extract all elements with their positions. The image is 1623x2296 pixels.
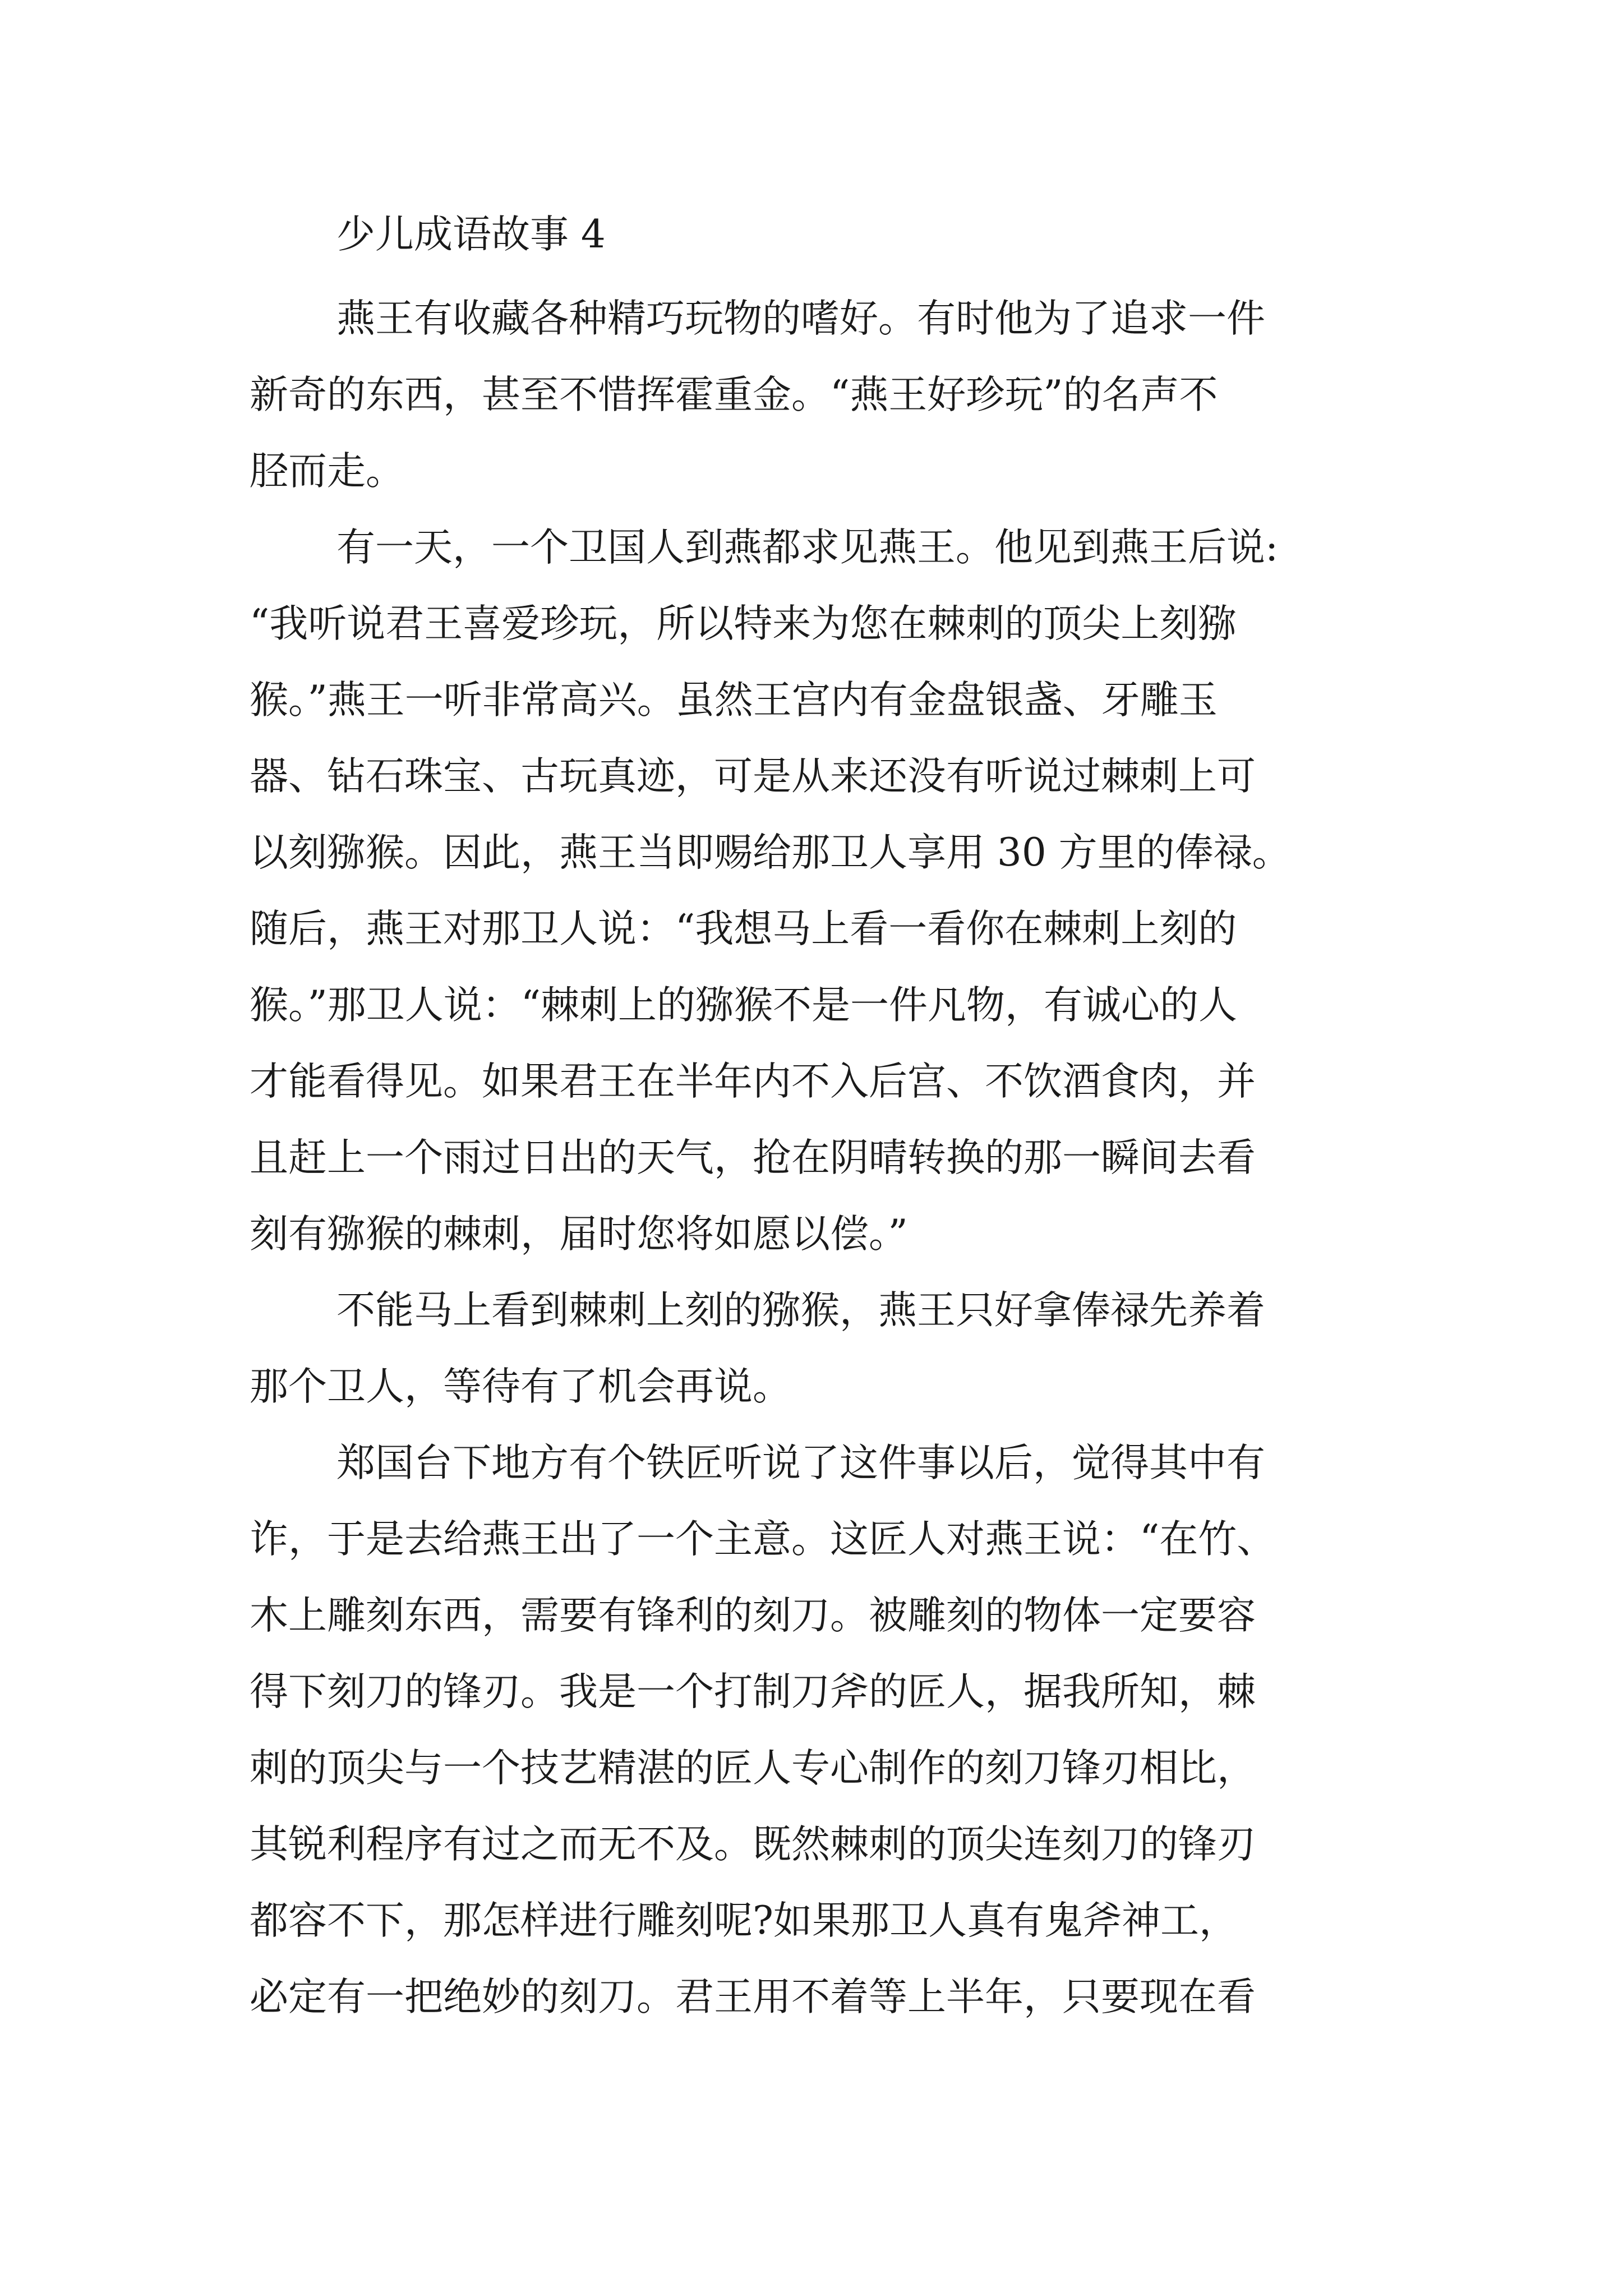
text-line: 诈，于是去给燕王出了一个主意。这匠人对燕王说：“在竹、 [250,1517,1276,1562]
text-line: 有一天，一个卫国人到燕都求见燕王。他见到燕王后说: [336,525,1279,570]
text-line: 猴。”那卫人说：“棘刺上的猕猴不是一件凡物，有诚心的人 [250,983,1238,1028]
text-line: 不能马上看到棘刺上刻的猕猴，燕王只好拿俸禄先养着 [336,1288,1265,1333]
text-line: 木上雕刻东西，需要有锋利的刻刀。被雕刻的物体一定要容 [250,1593,1256,1638]
text-line: 刺的顶尖与一个技艺精湛的匠人专心制作的刻刀锋刃相比， [250,1746,1256,1791]
text-line: 随后，燕王对那卫人说：“我想马上看一看你在棘刺上刻的 [250,907,1237,951]
text-line: 刻有猕猴的棘刺，届时您将如愿以偿。” [250,1212,908,1257]
text-line: 才能看得见。如果君王在半年内不入后宫、不饮酒食肉，并 [250,1059,1256,1104]
text-line: 器、钻石珠宝、古玩真迹，可是从来还没有听说过棘刺上可 [250,754,1256,799]
text-line: 必定有一把绝妙的刻刀。君王用不着等上半年，只要现在看 [250,1975,1256,2019]
story-title: 少儿成语故事 4 [336,212,606,257]
text-line: 胫而走。 [250,449,404,494]
text-line: 新奇的东西，甚至不惜挥霍重金。“燕王好珍玩”的名声不 [250,372,1218,417]
text-line: 得下刻刀的锋刃。我是一个打制刀斧的匠人，据我所知，棘 [250,1669,1256,1714]
text-line: 其锐利程序有过之而无不及。既然棘刺的顶尖连刻刀的锋刃 [250,1822,1256,1867]
text-line: 且赶上一个雨过日出的天气，抢在阴晴转换的那一瞬间去看 [250,1135,1256,1180]
text-line: “我听说君王喜爱珍玩，所以特来为您在棘刺的顶尖上刻猕 [250,601,1237,646]
text-line: 郑国台下地方有个铁匠听说了这件事以后，觉得其中有 [336,1441,1265,1485]
text-line: 燕王有收藏各种精巧玩物的嗜好。有时他为了追求一件 [336,296,1265,341]
text-line: 那个卫人，等待有了机会再说。 [250,1364,791,1409]
text-line: 以刻猕猴。因此，燕王当即赐给那卫人享用 30 方里的俸禄。 [250,830,1291,875]
text-line: 猴。”燕王一听非常高兴。虽然王宫内有金盘银盏、牙雕玉 [250,678,1218,723]
text-line: 都容不下，那怎样进行雕刻呢?如果那卫人真有鬼斧神工， [250,1898,1238,1943]
